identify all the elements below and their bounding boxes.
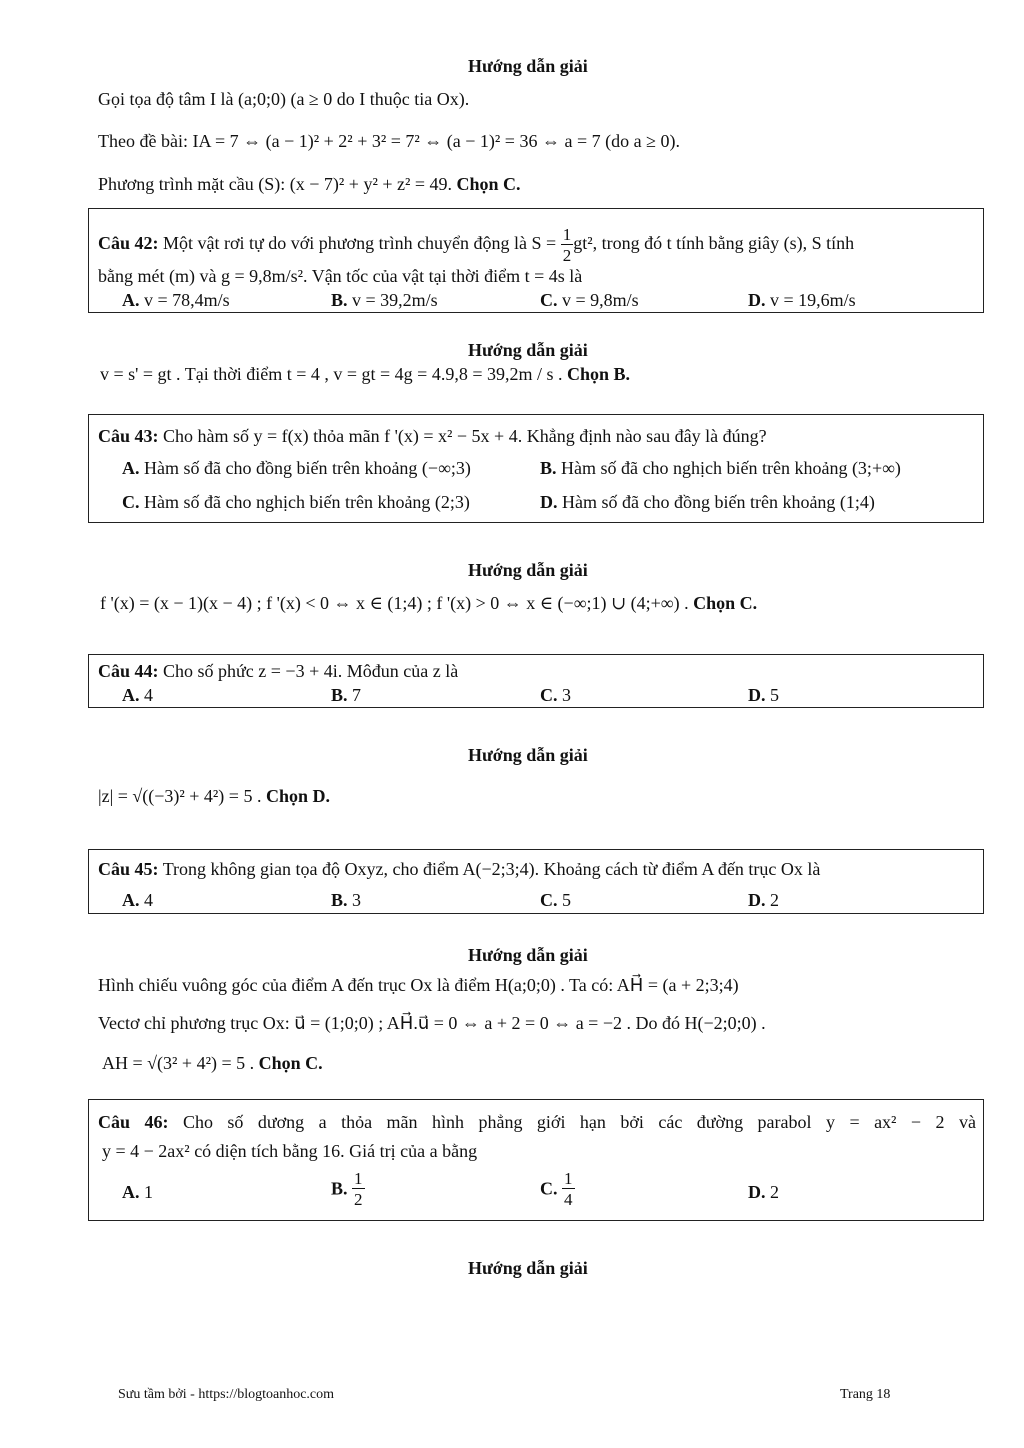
sol42-choice: Chọn B. — [567, 364, 631, 384]
q46-line2: y = 4 − 2ax² có diện tích bằng 16. Giá trị của a bằng — [102, 1141, 478, 1161]
solution-heading-45: Hướng dẫn giải — [468, 945, 588, 965]
q44-option-d: D. 5 — [748, 685, 779, 705]
q45-option-b: B. 3 — [331, 890, 362, 910]
q45-option-a: A. 4 — [122, 890, 153, 910]
footer-source: Sưu tầm bởi - https://blogtoanhoc.com — [118, 1387, 335, 1402]
sol43-line: f '(x) = (x − 1)(x − 4) ; f '(x) < 0 ⇔ x ∈ (1;4) ; f '(x) > 0 ⇔ x ∈ (−∞;1) ∪ (4;+∞) . Chọn C. — [100, 593, 758, 613]
q42-line1 — [98, 226, 854, 264]
q43-option-b: B. Hàm số đã cho nghịch biến trên khoảng (3;+∞) — [540, 458, 901, 478]
solution-heading-43: Hướng dẫn giải — [468, 560, 588, 580]
solution-heading-44: Hướng dẫn giải — [468, 745, 588, 765]
q45-option-d: D. 2 — [748, 890, 779, 910]
solution-heading-42: Hướng dẫn giải — [468, 340, 588, 360]
q46-option-b: B. $\frac{1}{2}$ — [331, 1169, 363, 1209]
q45-line1: Câu 45: Trong không gian tọa độ Oxyz, cho điểm A(−2;3;4). Khoảng cách từ điểm A đến trục Ox là — [98, 859, 821, 879]
footer-page-number: Trang 18 — [840, 1387, 891, 1402]
q45-option-c: C. 5 — [540, 890, 571, 910]
q46-option-a: A. 1 — [122, 1182, 153, 1202]
q42-option-b: B. v = 39,2m/s — [331, 290, 438, 310]
q43-option-a: A. Hàm số đã cho đồng biến trên khoảng (−∞;3) — [122, 458, 471, 478]
q43-option-c: C. Hàm số đã cho nghịch biến trên khoảng (2;3) — [122, 492, 470, 512]
q42-option-c: C. v = 9,8m/s — [540, 290, 639, 310]
q42-option-d: D. v = 19,6m/s — [748, 290, 856, 310]
q43-line1: Câu 43: Cho hàm số y = f(x) thỏa mãn f '(x) = x² − 5x + 4. Khẳng định nào sau đây là đúng? — [98, 426, 767, 446]
q46-line1: Câu 46: Cho số dương a thỏa mãn hình phẳng giới hạn bởi các đường parabol y = ax² − 2 và — [98, 1112, 976, 1132]
q46-option-c: C. $\frac{1}{4}$ — [540, 1169, 573, 1209]
sol44-choice: Chọn D. — [265, 786, 330, 806]
q42-option-a: A. v = 78,4m/s — [122, 290, 230, 310]
sol45-choice: Chọn C. — [258, 1053, 323, 1073]
solution-heading-46: Hướng dẫn giải — [468, 1258, 588, 1278]
q42-fraction: $\frac{1}{2}$ — [562, 225, 572, 265]
q43-label: Câu 43: — [98, 426, 159, 446]
q44-label: Câu 44: — [98, 661, 159, 681]
q45-label: Câu 45: — [98, 859, 159, 879]
sol41-line3-text: Phương trình mặt cầu (S): (x − 7)² + y² + z² = 49. — [98, 174, 457, 194]
sol41-line1: Gọi tọa độ tâm I là (a;0;0) (a ≥ 0 do I thuộc tia Ox). — [98, 89, 470, 109]
q42-label: Câu 42: — [98, 233, 159, 254]
sol43-choice: Chọn C. — [693, 593, 758, 613]
sol45-line1: Hình chiếu vuông góc của điểm A đến trục Ox là điểm H(a;0;0) . Ta có: AH⃗ = (a + 2;3;4) — [98, 975, 739, 995]
q44-option-b: B. 7 — [331, 685, 362, 705]
q46-option-d: D. 2 — [748, 1182, 779, 1202]
sol41-line2: Theo đề bài: IA = 7 ⇔ (a − 1)² + 2² + 3² = 7² ⇔ (a − 1)² = 36 ⇔ a = 7 (do a ≥ 0). — [98, 131, 680, 151]
q42-line2: bằng mét (m) và g = 9,8m/s². Vận tốc của vật tại thời điểm t = 4s là — [98, 266, 583, 286]
q46-label: Câu 46: — [98, 1112, 169, 1132]
sol42-line: v = s' = gt . Tại thời điểm t = 4 , v = gt = 4g = 4.9,8 = 39,2m / s . Chọn B. — [100, 364, 631, 384]
q42-text-a: Một vật rơi tự do với phương trình chuyển động là S = — [158, 233, 561, 254]
q44-option-a: A. 4 — [122, 685, 153, 705]
q43-option-d: D. Hàm số đã cho đồng biến trên khoảng (1;4) — [540, 492, 875, 512]
sol41-choice: Chọn C. — [456, 174, 521, 194]
sol45-line3: AH = √(3² + 4²) = 5 . Chọn C. — [102, 1053, 323, 1073]
sol45-line2: Vectơ chỉ phương trục Ox: u⃗ = (1;0;0) ; AH⃗.u⃗ = 0 ⇔ a + 2 = 0 ⇔ a = −2 . Do đó H(−2;0;0) . — [98, 1013, 766, 1033]
solution-heading-41: Hướng dẫn giải — [468, 56, 588, 76]
q42-text-b: gt², trong đó t tính bằng giây (s), S tính — [573, 233, 855, 254]
sol41-line3 — [98, 174, 521, 195]
sol44-line: |z| = √((−3)² + 4²) = 5 . Chọn D. — [98, 786, 330, 806]
q44-option-c: C. 3 — [540, 685, 571, 705]
q44-line1: Câu 44: Cho số phức z = −3 + 4i. Môđun của z là — [98, 661, 459, 681]
